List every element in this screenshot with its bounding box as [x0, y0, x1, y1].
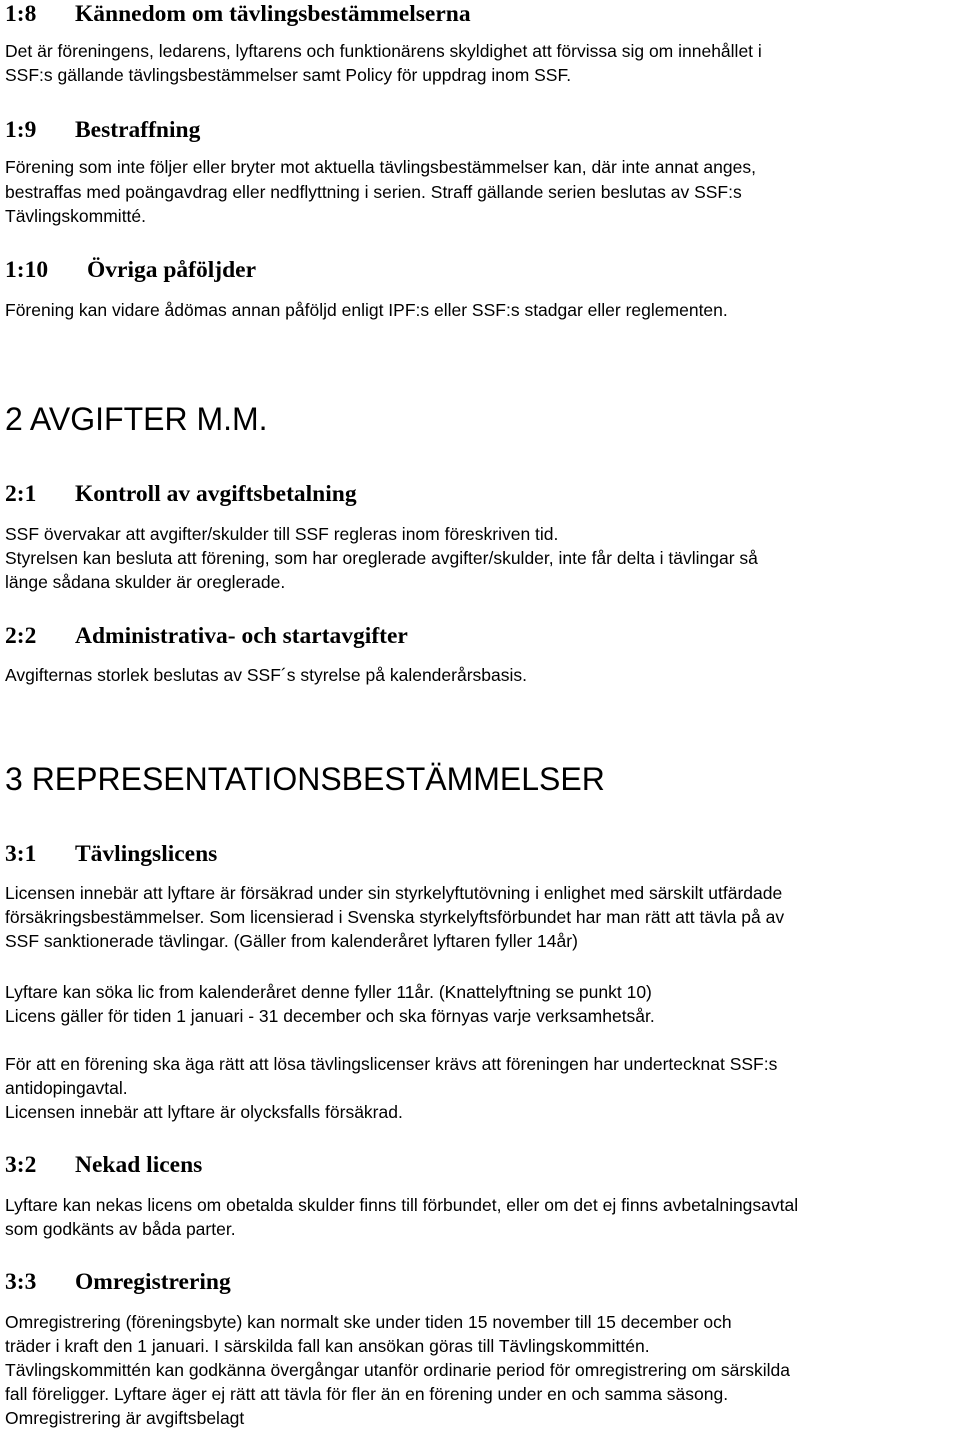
- section-number: 2:2: [5, 623, 37, 649]
- paragraph-line: För att en förening ska äga rätt att lösa tävlingslicenser krävs att föreningen har undertecknat SSF:s: [5, 1054, 778, 1074]
- paragraph-line: försäkringsbestämmelser. Som licensierad i Svenska styrkelyftsförbundet har man rätt att tävla på av: [5, 907, 785, 927]
- section-title: Kännedom om tävlingsbestämmelserna: [75, 1, 471, 27]
- paragraph-line: SSF:s gällande tävlingsbestämmelser samt Policy för uppdrag inom SSF.: [5, 65, 572, 85]
- section-number: 3:1: [5, 841, 37, 867]
- paragraph-line: SSF övervakar att avgifter/skulder till SSF regleras inom föreskriven tid.: [5, 524, 559, 544]
- section-title: Nekad licens: [75, 1152, 203, 1178]
- paragraph-line: Licensen innebär att lyftare är olycksfalls försäkrad.: [5, 1102, 403, 1122]
- section-title: Administrativa- och startavgifter: [75, 623, 408, 649]
- paragraph-line: SSF sanktionerade tävlingar. (Gäller from kalenderåret lyftaren fyller 14år): [5, 931, 578, 951]
- paragraph-line: Omregistrering (föreningsbyte) kan normalt ske under tiden 15 november till 15 december och: [5, 1312, 732, 1332]
- paragraph-line: Det är föreningens, ledarens, lyftarens och funktionärens skyldighet att förvissa sig om innehållet i: [5, 41, 762, 61]
- paragraph-line: Lyftare kan nekas licens om obetalda skulder finns till förbundet, eller om det ej finns avbetalningsavtal: [5, 1195, 799, 1215]
- heading-3-3: [5, 1268, 231, 1296]
- paragraph-line: Omregistrering är avgiftsbelagt: [5, 1408, 245, 1428]
- section-number: 3:2: [5, 1152, 37, 1178]
- section-number: 1:9: [5, 117, 37, 143]
- paragraph-line: Licens gäller för tiden 1 januari - 31 december och ska förnyas varje verksamhetsår.: [5, 1006, 655, 1026]
- section-title: Bestraffning: [75, 117, 201, 143]
- paragraph-line: Avgifternas storlek beslutas av SSF´s styrelse på kalenderårsbasis.: [5, 665, 527, 685]
- paragraph-line: träder i kraft den 1 januari. I särskilda fall kan ansökan göras till Tävlingskommittén.: [5, 1336, 650, 1356]
- heading-3-1: [5, 840, 217, 868]
- section-number: 2:1: [5, 481, 37, 507]
- heading-1-10: [5, 256, 256, 284]
- paragraph-line: Lyftare kan söka lic from kalenderåret denne fyller 11år. (Knattelyftning se punkt 10): [5, 982, 652, 1002]
- paragraph-line: fall föreligger. Lyftare äger ej rätt att tävla för fler än en förening under en och samma säsong.: [5, 1384, 729, 1404]
- paragraph-line: Förening som inte följer eller bryter mot aktuella tävlingsbestämmelser kan, där inte annat anges,: [5, 157, 756, 177]
- paragraph-line: länge sådana skulder är oreglerade.: [5, 572, 286, 592]
- paragraph-line: Licensen innebär att lyftare är försäkrad under sin styrkelyftutövning i enlighet med särskilt utfärdade: [5, 883, 783, 903]
- heading-1-8: [5, 0, 471, 28]
- section-title: Omregistrering: [75, 1269, 231, 1295]
- paragraph-line: bestraffas med poängavdrag eller nedflyttning i serien. Straff gällande serien beslutas av SSF:s: [5, 182, 742, 202]
- heading-1-9: [5, 116, 200, 144]
- section-title: Tävlingslicens: [75, 841, 218, 867]
- section-title: Övriga påföljder: [87, 257, 257, 283]
- paragraph-line: Tävlingskommitté.: [5, 206, 147, 226]
- section-title: Kontroll av avgiftsbetalning: [75, 481, 357, 507]
- heading-2-2: [5, 622, 408, 650]
- paragraph-line: som godkänts av båda parter.: [5, 1219, 236, 1239]
- paragraph-line: Tävlingskommittén kan godkänna övergångar utanför ordinarie period för omregistrering om särskilda: [5, 1360, 790, 1380]
- chapter-heading-2: 2 AVGIFTER M.M.: [5, 401, 268, 437]
- heading-3-2: [5, 1151, 202, 1179]
- paragraph-line: Förening kan vidare ådömas annan påföljd enligt IPF:s eller SSF:s stadgar eller reglementen.: [5, 300, 728, 320]
- section-number: 1:8: [5, 1, 37, 27]
- section-number: 3:3: [5, 1269, 37, 1295]
- heading-2-1: [5, 480, 357, 508]
- paragraph-line: antidopingavtal.: [5, 1078, 128, 1098]
- chapter-heading-3: 3 REPRESENTATIONSBESTÄMMELSER: [5, 761, 605, 797]
- section-number: 1:10: [5, 257, 49, 283]
- paragraph-line: Styrelsen kan besluta att förening, som har oreglerade avgifter/skulder, inte får delta i tävlingar så: [5, 548, 758, 568]
